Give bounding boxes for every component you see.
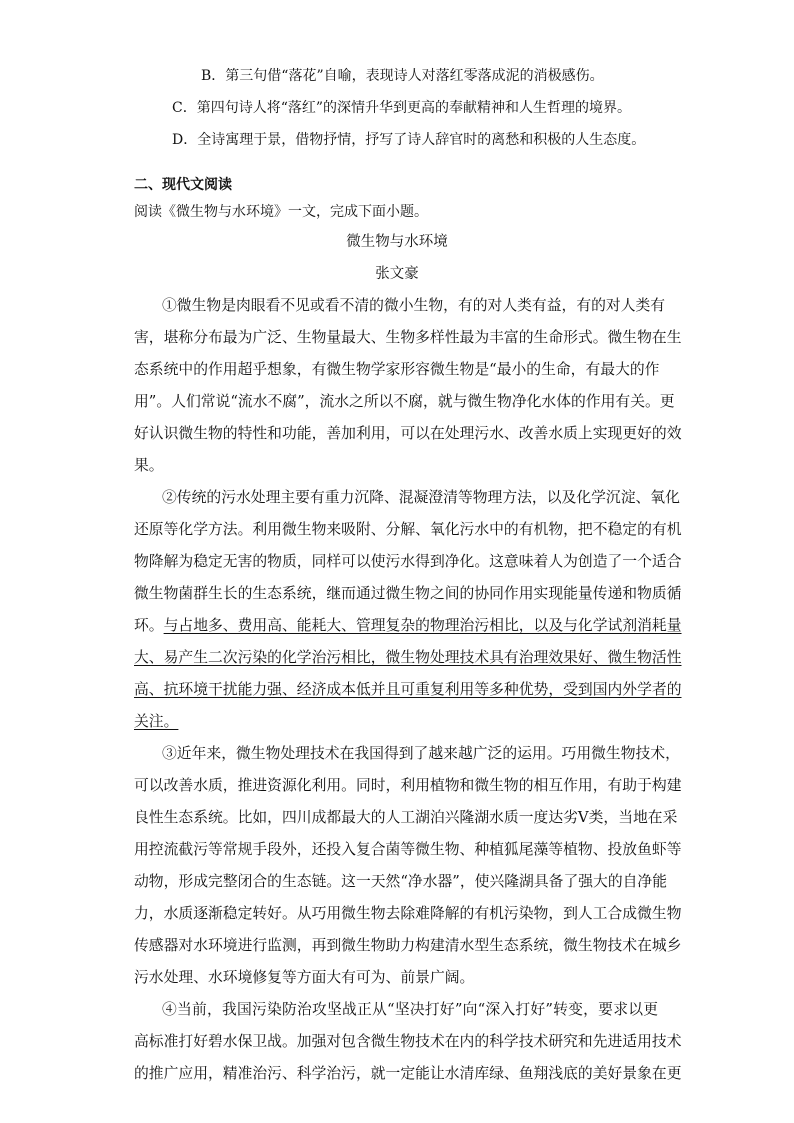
paragraph-line: 果。 — [134, 457, 164, 474]
paragraph-line: 用”。人们常说“流水不腐”，流水之所以不腐，就与微生物净化水体的作用有关。更 — [134, 393, 675, 410]
paragraph-4 — [134, 994, 682, 1090]
paragraph-line: 物降解为稳定无害的物质，同样可以使污水得到净化。这意味着人为创造了一个适合 — [134, 553, 682, 570]
paragraph-line: ④当前，我国污染防治攻坚战正从“坚决打好”向“深入打好”转变，要求以更 — [162, 1001, 658, 1018]
paragraph-line: 还原等化学方法。利用微生物来吸附、分解、氧化污水中的有机物，把不稳定的有机 — [134, 521, 682, 538]
paragraph-line: 的推广应用，精准治污、科学治污，就一定能让水清库绿、鱼翔浅底的美好景象在更 — [134, 1065, 682, 1082]
paragraph-line: 好认识微生物的特性和功能，善加利用，可以在处理污水、改善水质上实现更好的效 — [134, 425, 682, 442]
paragraph-1 — [134, 290, 682, 482]
underlined-text: 关注。 — [134, 713, 179, 730]
paragraph-2 — [134, 482, 682, 738]
paragraph-line: ①微生物是肉眼看不见或看不清的微小生物，有的对人类有益，有的对人类有 — [162, 297, 666, 314]
option-d — [0, 130, 794, 150]
option-c-text: C．第四句诗人将“落红”的深情升华到更高的奉献精神和人生哲理的境界。 — [172, 100, 632, 116]
section-heading: 二、现代文阅读 — [134, 177, 232, 193]
paragraph-line: 传感器对水环境进行监测，再到微生物助力构建清水型生态系统，微生物技术在城乡 — [134, 937, 682, 954]
paragraph-line: 用控流截污等常规手段外，还投入复合菌等微生物、种植狐尾藻等植物、投放鱼虾等 — [134, 841, 682, 858]
paragraph-line: 污水处理、水环境修复等方面大有可为、前景广阔。 — [134, 969, 475, 986]
paragraph-line: 动物，形成完整闭合的生态链。这一天然“净水器”，使兴隆湖具备了强大的自净能 — [134, 873, 668, 890]
paragraph-line: 态系统中的作用超乎想象，有微生物学家形容微生物是“最小的生命，有最大的作 — [134, 361, 660, 378]
underlined-text: 与占地多、费用高、能耗大、管理复杂的物理治污相比，以及与化学试剂消耗量 — [163, 617, 682, 634]
article-title: 微生物与水环境 — [346, 234, 448, 250]
option-c — [0, 98, 794, 118]
paragraph-line: ②传统的污水处理主要有重力沉降、混凝澄清等物理方法，以及化学沉淀、氧化 — [162, 489, 680, 506]
paragraph-line: 微生物菌群生长的生态系统，继而通过微生物之间的协同作用实现能量传递和物质循 — [134, 585, 682, 602]
paragraph-line: 高标准打好碧水保卫战。加强对包含微生物技术在内的科学技术研究和先进适用技术 — [134, 1033, 682, 1050]
option-b — [0, 66, 794, 86]
paragraph-line: 力，水质逐渐稳定转好。从巧用微生物去除难降解的有机污染物，到人工合成微生物 — [134, 905, 682, 922]
option-b-text: B．第三句借“落花”自喻，表现诗人对落红零落成泥的消极感伤。 — [201, 68, 604, 84]
paragraph-line: 害，堪称分布最为广泛、生物量最大、生物多样性最为丰富的生命形式。微生物在生 — [134, 329, 682, 346]
paragraph-line: 可以改善水质，推进资源化利用。同时，利用植物和微生物的相互作用，有助于构建 — [134, 777, 682, 794]
line-prefix: 环。 — [134, 617, 164, 634]
reading-instruction: 阅读《微生物与水环境》一文，完成下面小题。 — [134, 204, 428, 220]
article-author: 张文豪 — [375, 266, 419, 282]
paragraph-line — [134, 706, 658, 738]
paragraph-line-mixed — [134, 610, 682, 642]
paragraph-line: 良性生态系统。比如，四川成都最大的人工湖泊兴隆湖水质一度达劣Ⅴ类，当地在采 — [134, 809, 678, 826]
underlined-line: 大、易产生二次污染的化学治污相比，微生物处理技术具有治理效果好、微生物活性 — [134, 649, 682, 666]
paragraph-3 — [134, 738, 682, 994]
paragraph-line: ③近年来，微生物处理技术在我国得到了越来越广泛的运用。巧用微生物技术， — [162, 745, 680, 762]
option-d-text: D．全诗寓理于景，借物抒情，抒写了诗人辞官时的离愁和积极的人生态度。 — [172, 132, 646, 148]
underlined-line: 高、抗环境干扰能力强、经济成本低并且可重复利用等多种优势，受到国内外学者的 — [134, 681, 682, 698]
